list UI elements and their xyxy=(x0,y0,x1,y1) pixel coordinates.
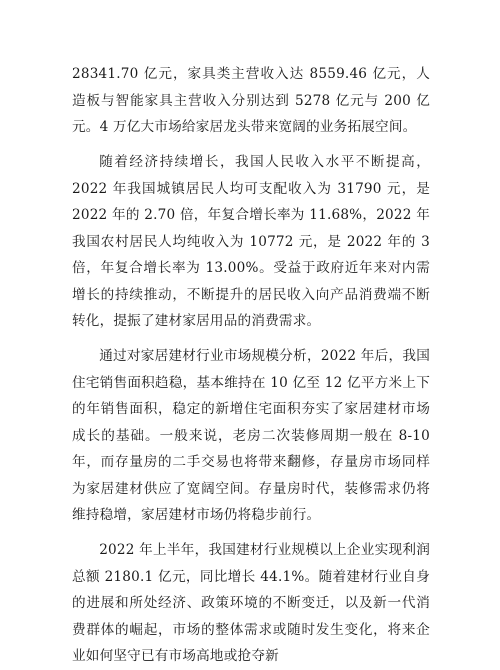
paragraph-housing-market: 通过对家居建材行业市场规模分析，2022 年后，我国住宅销售面积趋稳，基本维持在 10 亿至 12 亿平方米上下的年销售面积，稳定的新增住宅面积夯实了家居建材市场成长的基础。一般来说，老房二次装修周期一般在 8-10 年，而存量房的二手交易也将带来翻修，存量房市场同样为家居建材供应了宽阔空间。存量房时代，装修需求仍将维持稳增，家居建材市场仍将稳步前行。 xyxy=(72,348,430,523)
paragraph-market-size: 28341.70 亿元，家具类主营收入达 8559.46 亿元，人造板与智能家具主营收入分别达到 5278 亿元与 200 亿元。4 万亿大市场给家居龙头带来宽阔的业务拓展空间。 xyxy=(72,66,430,135)
paragraph-industry-profit: 2022 年上半年，我国建材行业规模以上企业实现利润总额 2180.1 亿元，同比增长 44.1%。随着建材行业自身的进展和所处经济、政策环境的不断变迁，以及新一代消费群体的崛起，市场的整体需求或随时发生变化，将来企业如何坚守已有市场高地或抢夺新 xyxy=(72,542,430,664)
paragraph-income-growth: 随着经济持续增长，我国人民收入水平不断提高，2022 年我国城镇居民人均可支配收入为 31790 元，是 2022 年的 2.70 倍，年复合增长率为 11.68%，2022 年我国农村居民人均纯收入为 10772 元，是 2022 年的 3 倍，年复合增长率为 13.00%。受益于政府近年来对内需增长的持续推动，不断提升的居民收入向产品消费端不断转化，提振了建材家居用品的消费需求。 xyxy=(72,154,430,329)
document-body xyxy=(72,61,430,670)
